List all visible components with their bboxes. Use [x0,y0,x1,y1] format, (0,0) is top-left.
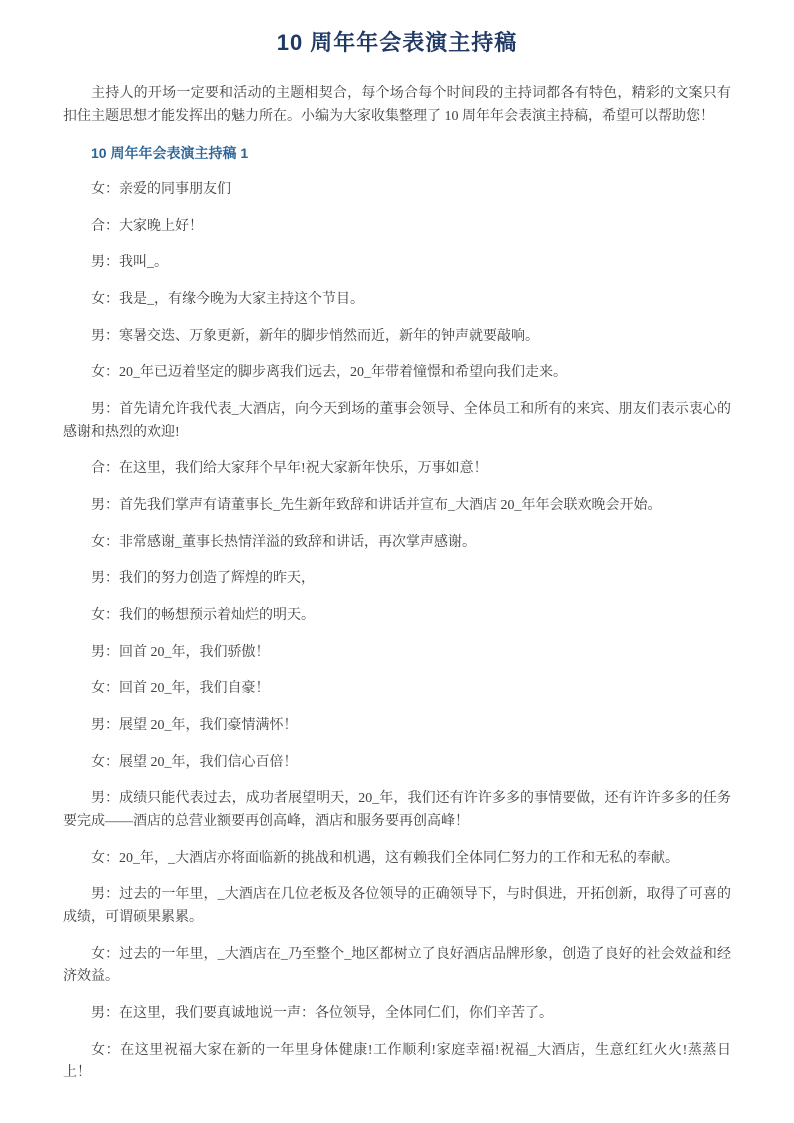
script-line: 男：我叫_。 [91,255,168,271]
script-line: 男：过去的一年里，_大酒店在几位老板及各位领导的正确领导下，与时俱进，开拓创新，取得了可喜的成绩，可谓硕果累累。 [63,887,731,926]
script-line: 男：首先请允许我代表_大酒店，向今天到场的董事会领导、全体员工和所有的来宾、朋友们表示衷心的感谢和热烈的欢迎! [63,402,731,440]
script-line: 合：在这里，我们给大家拜个早年!祝大家新年快乐，万事如意！ [91,461,488,477]
intro-paragraph: 主持人的开场一定要和活动的主题相契合，每个场合每个时间段的主持词都各有特色，精彩的文案只有扣住主题思想才能发挥出的魅力所在。小编为大家收集整理了 10 周年年会表演主持稿，希望可以帮助您！ [63,86,731,124]
script-line: 女：回首 20_年，我们自豪！ [91,681,270,697]
script-line: 男：我们的努力创造了辉煌的昨天， [91,571,315,587]
document-title: 10 周年年会表演主持稿 [276,30,518,55]
script-line: 男：成绩只能代表过去，成功者展望明天，20_年，我们还有许许多多的事情要做，还有许许多多的任务要完成——酒店的总营业额要再创高峰，酒店和服务要再创高峰！ [63,791,731,830]
script-line: 女：过去的一年里，_大酒店在_乃至整个_地区都树立了良好酒店品牌形象，创造了良好的社会效益和经济效益。 [63,946,731,985]
script-line: 男：回首 20_年，我们骄傲！ [91,644,270,660]
script-line: 女：亲爱的同事朋友们 [91,182,231,198]
script-body [63,179,731,1085]
script-line: 男：展望 20_年，我们豪情满怀！ [91,718,298,734]
script-line: 女：20_年，_大酒店亦将面临新的挑战和机遇，这有赖我们全体同仁努力的工作和无私的奉献。 [91,850,679,866]
script-line: 女：在这里祝福大家在新的一年里身体健康!工作顺利!家庭幸福!祝福_大酒店，生意红红火火!蒸蒸日上！ [63,1042,731,1081]
script-line: 合：大家晚上好！ [91,218,203,234]
script-line: 女：我是_，有缘今晚为大家主持这个节目。 [91,292,364,308]
script-line: 女：非常感谢_董事长热情洋溢的致辞和讲话，再次掌声感谢。 [91,534,476,550]
script-line: 女：我们的畅想预示着灿烂的明天。 [91,608,315,624]
script-line: 女：20_年已迈着坚定的脚步离我们远去，20_年带着憧憬和希望向我们走来。 [91,365,567,381]
script-line: 男：首先我们掌声有请董事长_先生新年致辞和讲话并宣布_大酒店 20_年年会联欢晚会开始。 [91,498,662,514]
script-line: 男：在这里，我们要真诚地说一声：各位领导，全体同仁们，你们辛苦了。 [91,1006,553,1022]
script-line: 男：寒暑交迭、万象更新，新年的脚步悄然而近，新年的钟声就要敲响。 [91,328,539,344]
script-line: 女：展望 20_年，我们信心百倍！ [91,754,298,770]
section-heading: 10 周年年会表演主持稿 1 [91,145,249,162]
